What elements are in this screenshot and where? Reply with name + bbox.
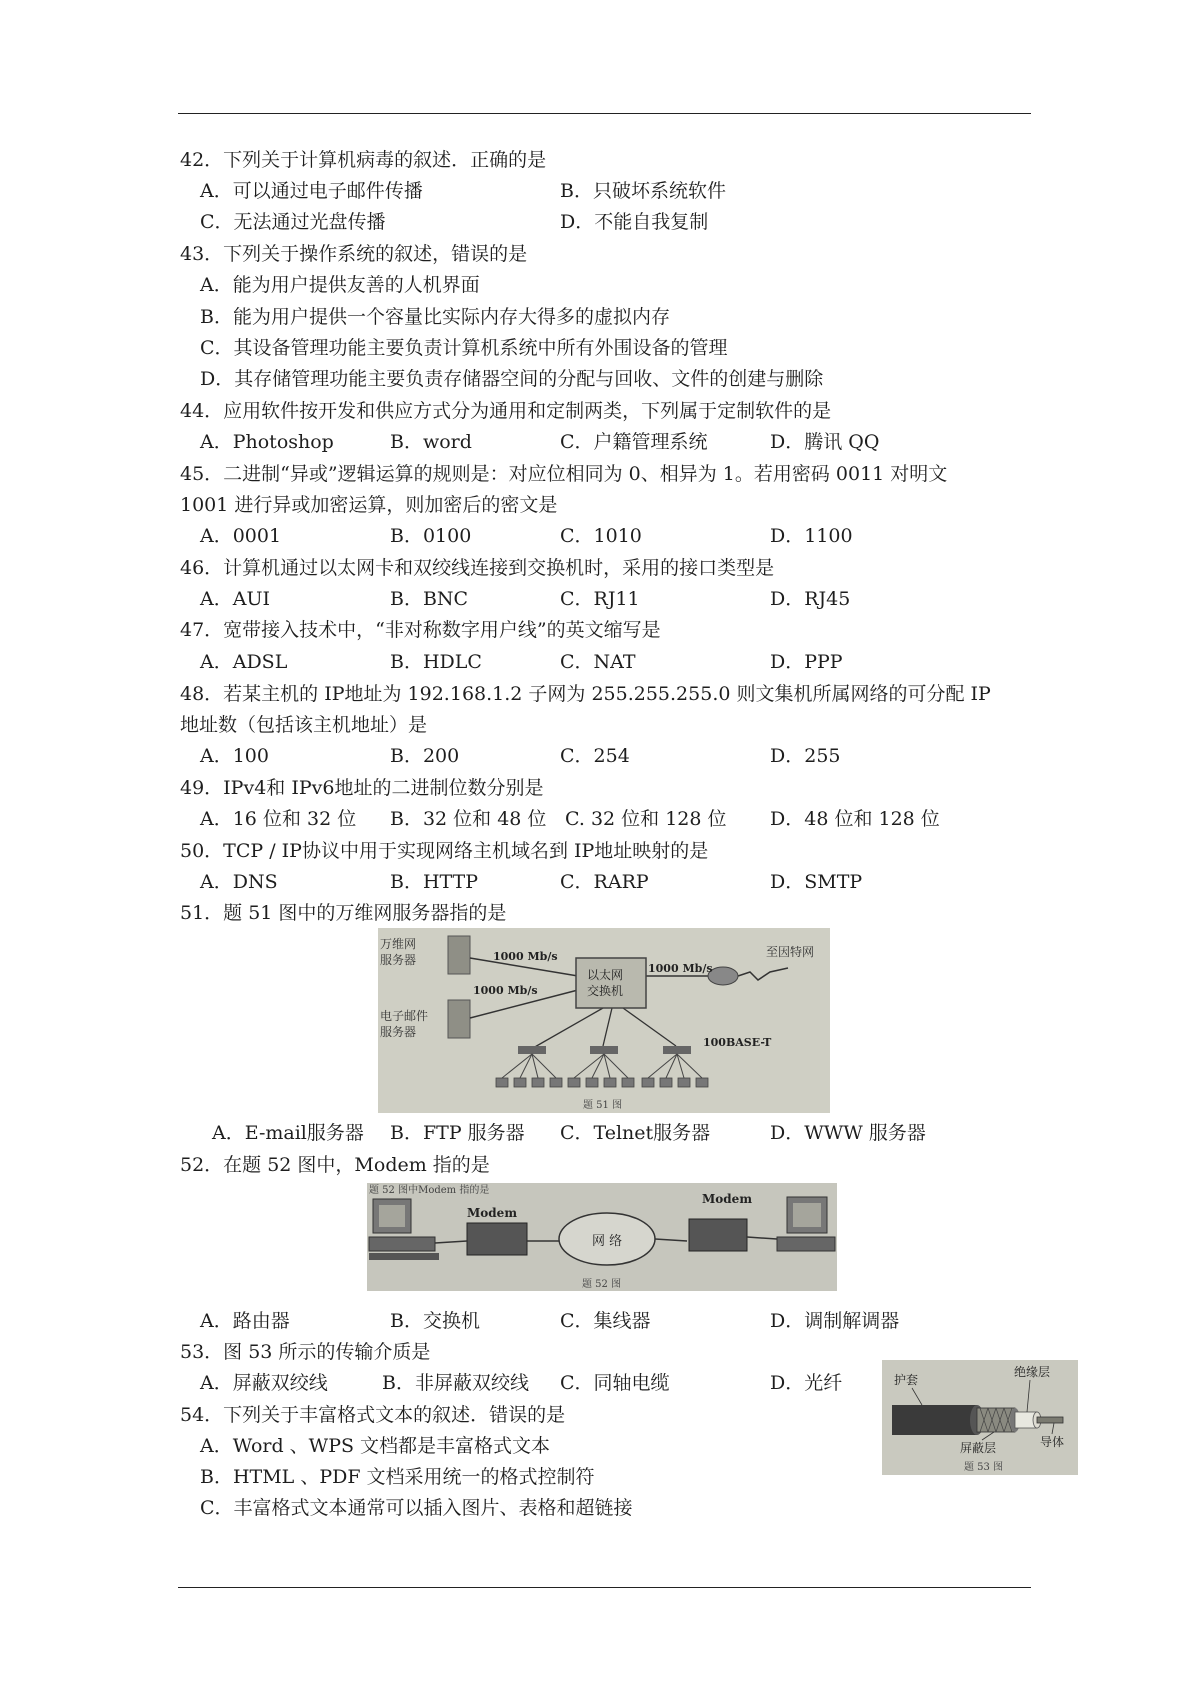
right-modem-icon [689,1219,747,1251]
q50-option-d: D．SMTP [770,871,863,893]
q49-stem: 49．IPv4和 IPv6地址的二进制位数分别是 [180,777,544,799]
q44-option-a: A．Photoshop [200,431,334,453]
www-server-label-1: 万维网 [380,937,417,951]
header-rule [178,113,1031,114]
q47-option-d: D．PPP [770,651,843,673]
hub-speed-label: 100BASE-T [703,1036,772,1049]
q48-stem-line2: 地址数（包括该主机地址）是 [180,714,428,736]
q47-option-c: C．NAT [560,651,636,673]
q48-option-b: B．200 [390,745,460,767]
left-modem-icon [467,1223,527,1255]
q45-option-c: C．1010 [560,525,642,547]
q43-option-b: B．能为用户提供一个容量比实际内存大得多的虚拟内存 [200,306,670,328]
q51-option-c: C．Telnet服务器 [560,1122,711,1144]
q49-option-b: B．32 位和 48 位 [390,808,547,830]
q48-option-d: D．255 [770,745,841,767]
switch-label-1: 以太网 [587,968,624,982]
q43-option-d: D．其存储管理功能主要负责存储器空间的分配与回收、文件的创建与删除 [200,368,824,390]
q43-option-a: A．能为用户提供友善的人机界面 [200,274,480,296]
www-server-label-2: 服务器 [380,953,417,967]
q53-option-b: B．非屏蔽双绞线 [382,1372,529,1394]
q53-option-a: A．屏蔽双绞线 [200,1372,328,1394]
q53-option-c: C．同轴电缆 [560,1372,670,1394]
q51-stem: 51．题 51 图中的万维网服务器指的是 [180,902,507,924]
q53-option-d: D．光纤 [770,1372,843,1394]
q42-option-d: D．不能自我复制 [560,211,709,233]
figure-52-modem-diagram [367,1183,837,1291]
q42-stem: 42．下列关于计算机病毒的叙述．正确的是 [180,149,547,171]
q47-option-a: A．ADSL [200,651,288,673]
hub-icon-3 [663,1046,691,1054]
q45-stem-line1: 45．二进制“异或”逻辑运算的规则是：对应位相同为 0、相异为 1。若用密码 0011 对明文 [180,463,948,485]
q50-option-b: B．HTTP [390,871,479,893]
q52-option-d: D．调制解调器 [770,1310,900,1332]
q45-option-d: D．1100 [770,525,853,547]
q45-stem-line2: 1001 进行异或加密运算，则加密后的密文是 [180,494,558,516]
fig52-header: 题 52 图中Modem 指的是 [369,1185,490,1196]
q45-option-a: A．0001 [200,525,282,547]
q50-stem: 50．TCP / IP协议中用于实现网络主机域名到 IP地址映射的是 [180,840,709,862]
ethernet-switch-icon [576,958,646,1008]
q48-option-a: A．100 [200,745,269,767]
q48-stem-line1: 48．若某主机的 IP地址为 192.168.1.2 子网为 255.255.255.0 则文集机所属网络的可分配 IP [180,683,991,705]
q44-option-b: B．word [390,431,472,453]
speed-label-mail: 1000 Mb/s [473,984,538,997]
q54-option-b: B．HTML 、PDF 文档采用统一的格式控制符 [200,1466,595,1488]
speed-label-uplink: 1000 Mb/s [648,962,713,975]
q49-option-a: A．16 位和 32 位 [200,808,357,830]
q46-stem: 46．计算机通过以太网卡和双绞线连接到交换机时，采用的接口类型是 [180,557,775,579]
q48-option-c: C．254 [560,745,630,767]
q43-stem: 43．下列关于操作系统的叙述，错误的是 [180,243,528,265]
figure-51-network-diagram [378,928,830,1113]
mail-server-icon [448,1000,470,1038]
footer-rule [178,1587,1031,1588]
q49-option-d: D．48 位和 128 位 [770,808,940,830]
insulation-label: 绝缘层 [1014,1365,1051,1379]
q46-option-b: B．BNC [390,588,469,610]
q53-stem: 53．图 53 所示的传输介质是 [180,1341,431,1363]
speed-label-www: 1000 Mb/s [493,950,558,963]
right-modem-label: Modem [702,1192,753,1206]
figure-53-coax-cable [882,1360,1078,1475]
q45-option-b: B．0100 [390,525,472,547]
conductor-label: 导体 [1040,1435,1065,1449]
mail-server-label-2: 服务器 [380,1025,417,1039]
q52-option-c: C．集线器 [560,1310,651,1332]
q51-option-a: A．E-mail服务器 [212,1122,364,1144]
q42-option-c: C．无法通过光盘传播 [200,211,386,233]
q49-option-c: C. 32 位和 128 位 [565,808,727,830]
q43-option-c: C．其设备管理功能主要负责计算机系统中所有外围设备的管理 [200,337,728,359]
sheath-label: 护套 [894,1373,919,1387]
q52-stem: 52．在题 52 图中，Modem 指的是 [180,1154,490,1176]
fig52-caption: 题 52 图 [582,1279,622,1290]
www-server-icon [448,936,470,974]
q51-option-d: D．WWW 服务器 [770,1122,926,1144]
q54-option-a: A．Word 、WPS 文档都是丰富格式文本 [200,1435,551,1457]
internet-label: 至因特网 [766,945,815,959]
q52-option-a: A．路由器 [200,1310,290,1332]
q54-option-c: C．丰富格式文本通常可以插入图片、表格和超链接 [200,1497,633,1519]
q44-stem: 44．应用软件按开发和供应方式分为通用和定制两类，下列属于定制软件的是 [180,400,832,422]
q47-stem: 47．宽带接入技术中，“非对称数字用户线”的英文缩写是 [180,619,661,641]
q47-option-b: B．HDLC [390,651,482,673]
q52-option-b: B．交换机 [390,1310,480,1332]
q50-option-c: C．RARP [560,871,649,893]
q50-option-a: A．DNS [200,871,278,893]
q44-option-c: C．户籍管理系统 [560,431,708,453]
q46-option-d: D．RJ45 [770,588,851,610]
q44-option-d: D．腾讯 QQ [770,431,880,453]
hub-icon-1 [518,1046,546,1054]
q42-option-b: B．只破坏系统软件 [560,180,726,202]
fig51-caption: 题 51 图 [583,1100,623,1111]
fig53-caption: 题 53 图 [964,1462,1004,1473]
left-modem-label: Modem [467,1206,518,1220]
q46-option-c: C．RJ11 [560,588,640,610]
q42-option-a: A．可以通过电子邮件传播 [200,180,423,202]
mail-server-label-1: 电子邮件 [380,1009,429,1023]
switch-label-2: 交换机 [587,984,624,998]
q54-stem: 54．下列关于丰富格式文本的叙述．错误的是 [180,1404,566,1426]
q51-option-b: B．FTP 服务器 [390,1122,525,1144]
network-label: 网 络 [592,1234,623,1249]
q46-option-a: A．AUI [200,588,270,610]
shield-label: 屏蔽层 [960,1441,997,1455]
hub-icon-2 [590,1046,618,1054]
